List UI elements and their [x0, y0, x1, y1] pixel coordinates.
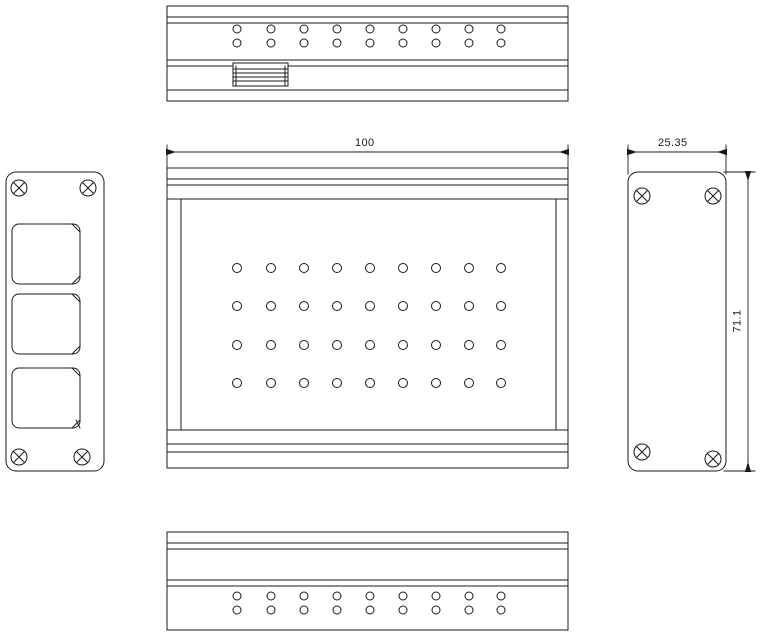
- top-view-group: [167, 6, 568, 101]
- dimension-label-height: 71.1: [731, 309, 744, 333]
- front-view-group: [167, 168, 568, 468]
- dimension-label-depth: 25.35: [658, 137, 688, 149]
- bottom-view-group: [167, 532, 568, 630]
- right-side-view-group: [628, 172, 726, 471]
- left-side-view-group: [6, 172, 104, 471]
- dimension-label-width: 100: [355, 137, 375, 149]
- left-view-port-cutouts: [12, 224, 80, 428]
